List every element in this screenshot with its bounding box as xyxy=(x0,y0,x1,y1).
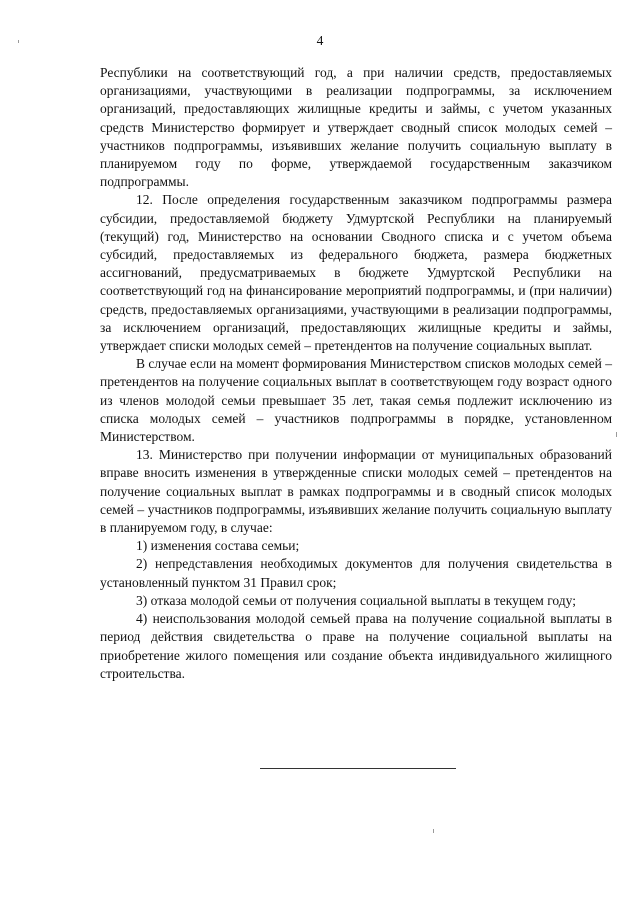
paragraph-continuation: Республики на соответствующий год, а при наличии средств, предоставляемых организациями, участвующими в реализации подпрограммы, за исключением организаций, предоставляющих жилищные кредиты и займы, с учетом указанных средств Министерство формирует и утверждает сводный список молодых семей – участников подпрограммы, изъявивших желание получить социальную выплату в планируемом году по форме, утверждаемой государственным заказчиком подпрограммы. xyxy=(100,65,612,190)
paragraph-age-limit: В случае если на момент формирования Министерством списков молодых семей – претендентов на получение социальных выплат в соответствующем году возраст одного из членов молодой семьи превышает 35 лет, такая семья подлежит исключению из списка молодых семей – участников подпрограммы в порядке, установленном Министерством. xyxy=(100,356,612,445)
scan-speck xyxy=(433,829,434,833)
end-separator-line xyxy=(260,768,456,769)
paragraph-clause-12: 12. После определения государственным заказчиком подпрограммы размера субсидии, предоставляемой бюджету Удмуртской Республики на планируемый (текущий) год, Министерство на основании Сводного списка и с учетом объема субсидий, предоставляемых из федерального бюджета, размера бюджетных ассигнований, предусматриваемых в бюджете Удмуртской Республики на соответствующий год на финансирование мероприятий подпрограммы, и (при наличии) средств, предоставляемых организациями, участвующими в реализации подпрограммы, за исключением организаций, предоставляющих жилищные кредиты и займы, утверждает списки молодых семей – претендентов на получение социальных выплат. xyxy=(100,192,612,354)
list-item-1: 1) изменения состава семьи; xyxy=(136,538,300,554)
document-body xyxy=(100,64,612,683)
page-number: 4 xyxy=(316,33,324,48)
scan-speck xyxy=(18,40,19,43)
list-item-2: 2) непредставления необходимых документов для получения свидетельства в установленный пунктом 31 Правил срок; xyxy=(100,556,612,590)
scan-speck xyxy=(616,432,617,437)
paragraph-clause-13: 13. Министерство при получении информации от муниципальных образований вправе вносить изменения в утвержденные списки молодых семей – претендентов на получение социальных выплат в рамках подпрограммы и в сводный список молодых семей – участников подпрограммы, изъявивших желание получить социальную выплату в планируемом году, в случае: xyxy=(100,447,612,536)
list-item-4: 4) неиспользования молодой семьей права на получение социальной выплаты в период действия свидетельства о праве на получение социальной выплаты на приобретение жилого помещения или создание объекта индивидуального жилищного строительства. xyxy=(100,611,612,681)
list-item-3: 3) отказа молодой семьи от получения социальной выплаты в текущем году; xyxy=(136,592,576,608)
